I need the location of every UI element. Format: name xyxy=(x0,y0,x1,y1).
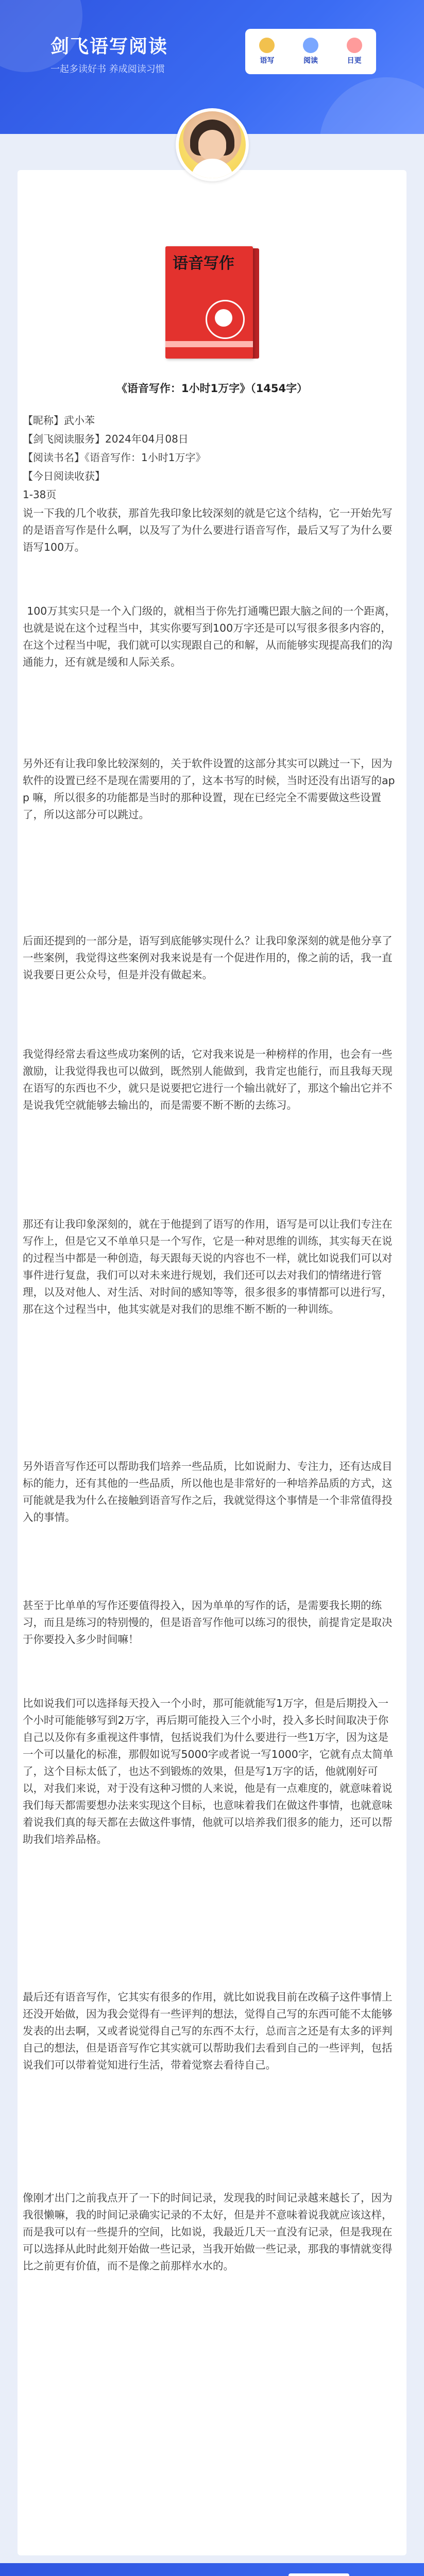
partner-logo: 日更 xyxy=(347,38,362,65)
paragraph-4: 后面还提到的一部分是，语写到底能够实现什么？让我印象深刻的就是他分享了一些案例，我觉得这些案例对我来说是有一个促进作用的，像之前的话，我一直说我要日更公众号，但是并没有做起来。 xyxy=(23,935,393,981)
logo-mark-icon xyxy=(259,38,275,53)
book-cover xyxy=(165,246,258,360)
meta-pages: 1-38页 xyxy=(23,488,57,501)
paragraph-3: 另外还有让我印象比较深刻的，关于软件设置的这部分其实可以跳过一下，因为软件的设置已经不是现在需要用的了，这本书写的时候，当时还没有出语写的app 嘛，所以很多的功能都是当时的那种设置，现在已经完全不需要做这些设置了，所以这部分可以跳过。 xyxy=(23,757,395,821)
qr-code[interactable] xyxy=(289,2573,349,2576)
paragraph-2: 100万其实只是一个入门级的，就相当于你先打通嘴巴跟大脑之间的一个距离，也就是说在这个过程当中，其实你要写到100万字还是可以写很多很多内容的，在这个过程当中呢，我们就可以实现跟自己的和解，从而能够实现提高我们的沟通能力，还有就是缓和人际关系。 xyxy=(23,605,396,668)
paragraph-5: 我觉得经常去看这些成功案例的话，它对我来说是一种榜样的作用，也会有一些激励，让我觉得我也可以做到，既然别人能做到，我肯定也能行，而且我每天现在语写的东西也不少，就只是说要把它进行一个输出就好了，那这个输出它并不是说我凭空就能够去输出的，而是需要不断不断的去练习。 xyxy=(23,1048,393,1111)
paragraph-1: 说一下我的几个收获，那首先我印象比较深刻的就是它这个结构，它一开始先写的是语音写作是什么啊，以及写了为什么要进行语音写作，最后又写了为什么要语写100万。 xyxy=(23,507,393,553)
book-title: 《语音写作：1小时1万字》（1454字） xyxy=(116,382,308,395)
brand-subtitle: 一起多读好书 养成阅读习惯 xyxy=(50,64,165,75)
paragraph-9: 比如说我们可以选择每天投入一个小时，那可能就能写1万字，但是后期投入一个小时可能能够写到2万字，再后期可能投入三个小时，投入多长时间取决于你自己以及你有多重视这件事情，包括说我们为什么要进行一些1万字，因为这是一个可以量化的标准，那假如说写5000字或者说一写1000字，它就有点太简单了，这个目标太低了，也达不到锻炼的效果，但是写1万字的话，他就刚好可以，对我们来说，对于没有这种习惯的人来说，他是有一点难度的，就意味着说我们每天都需要想办法来实现这个目标，也意味着我们在做这件事情，也就意味着说我们真的每天都在去做这件事情，他就可以培养我们很多的能力，还可以帮助我们培养品格。 xyxy=(23,1697,394,1845)
paragraph-7: 另外语音写作还可以帮助我们培养一些品质，比如说耐力、专注力，还有达成目标的能力，还有其他的一些品质，所以他也是非常好的一种培养品质的方式，这可能就是我为什么在接触到语音写作之后，我就觉得这个事情是一个非常值得投入的事情。 xyxy=(23,1460,393,1523)
paragraph-6: 那还有让我印象深刻的，就在于他提到了语写的作用，语写是可以让我们专注在写作上，但是它又不单单只是一个写作，它是一种对思维的训练，其实每天在说的过程当中都是一种创造，每天跟每天说的内容也不一样，就比如说我们可以对事件进行复盘，我们可以对未来进行规划，我们还可以去对我们的情绪进行管理，以及对他人、对生活、对时间的感知等等，很多很多的事情都可以进行写，那在这个过程当中，他其实就是对我们的思维不断不断的一种训练。 xyxy=(23,1218,393,1315)
footer-banner xyxy=(0,2563,424,2576)
partner-logo: 阅读 xyxy=(303,38,318,65)
meta-today-heading: 【今日阅读收获】 xyxy=(23,470,105,482)
meta-book-name: 【阅读书名】《语音写作：1小时1万字》 xyxy=(23,451,206,464)
meta-nickname: 【昵称】武小苯 xyxy=(23,414,95,427)
avatar xyxy=(176,108,249,181)
paragraph-11: 像刚才出门之前我点开了一下的时间记录，发现我的时间记录越来越长了，因为我很懒嘛，我的时间记录确实记录的不太好，但是并不意味着说我就应该这样，而是我可以有一些提升的空间，比如说，我最近几天一直没有记录，但是我现在可以选择从此时此刻开始做一些记录，当我开始做一些记录，那我的事情就变得比之前更有价值，而不是像之前那样水水的。 xyxy=(23,2192,393,2272)
brand-title: 剑飞语写阅读 xyxy=(50,36,168,57)
meta-service-date: 【剑飞阅读服务】2024年04月08日 xyxy=(23,433,189,445)
partner-logos xyxy=(245,29,376,74)
paragraph-10: 最后还有语音写作，它其实有很多的作用，就比如说我目前在改稿子这件事情上还没开始做，因为我会觉得有一些评判的想法，觉得自己写的东西可能不太能够发表的出去啊，又或者说觉得自己写的东西不太行，总而言之还是有太多的评判自己的想法，但是语音写作它其实就可以帮助我们去看到自己的一些评判，包括说我们可以带着觉知进行生活，带着觉察去看待自己。 xyxy=(23,1991,393,2071)
avatar-photo xyxy=(179,111,246,178)
decor-circle xyxy=(319,77,424,134)
logo-mark-icon xyxy=(347,38,362,53)
partner-logo: 语写 xyxy=(259,38,275,65)
paragraph-8: 甚至于比单单的写作还要值得投入，因为单单的写作的话，是需要我长期的练习，而且是练习的特别慢的，但是语音写作他可以练习的很快，前提肯定是取决于你要投入多少时间嘛！ xyxy=(23,1599,393,1646)
logo-mark-icon xyxy=(303,38,318,53)
book-cover-title: 语音写作 xyxy=(173,255,234,273)
